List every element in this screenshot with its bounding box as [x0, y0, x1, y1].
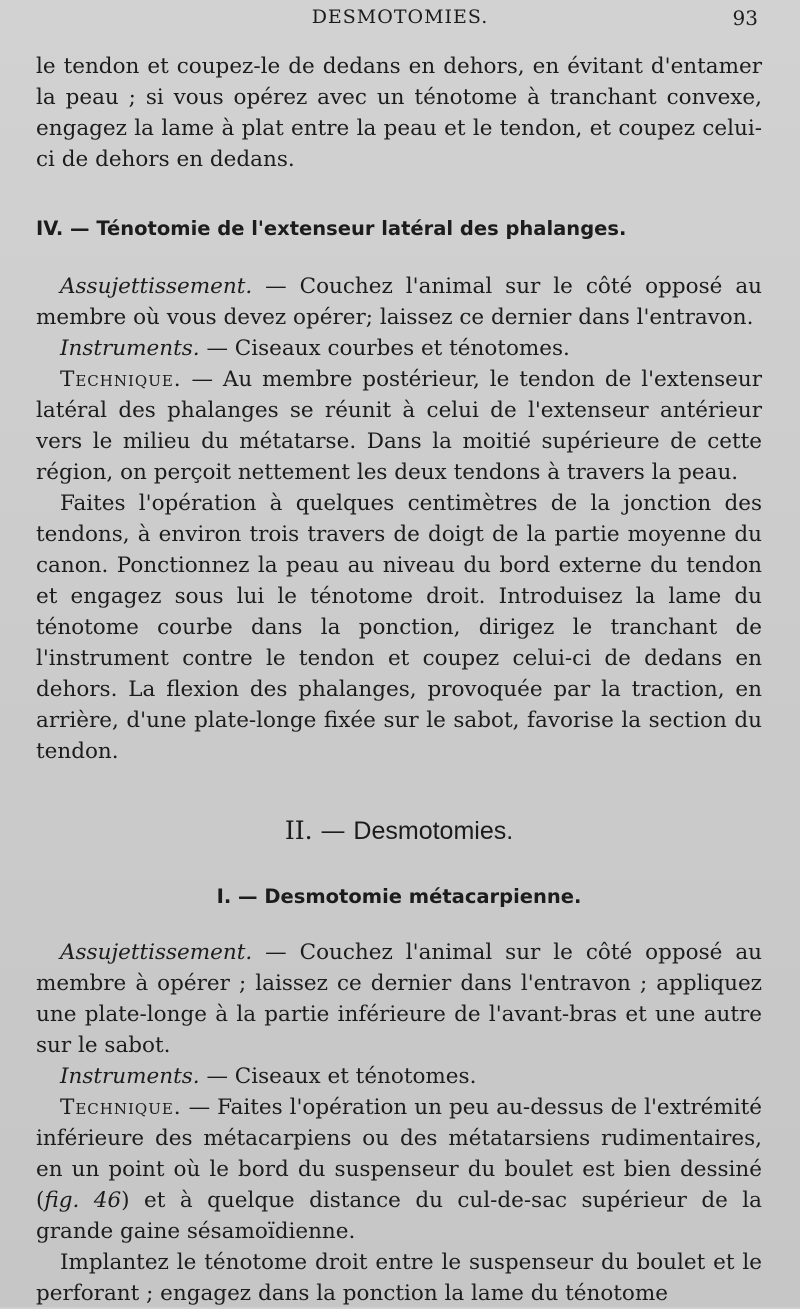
section-i-paragraph-2: Implantez le ténotome droit entre le suspenseur du boulet et le perforant ; engagez dans la ponction la lame du ténotome: [36, 1250, 762, 1306]
section-iv-heading-block: [36, 217, 762, 240]
section-iv-assujettissement: [36, 271, 762, 333]
section-i-heading-block: [36, 885, 762, 908]
section-i-instruments: [36, 1061, 762, 1092]
section-i-body: [36, 937, 762, 1309]
section-i-heading: I. — Desmotomie métacarpienne.: [216, 885, 582, 908]
section-iv-heading: IV. — Ténotomie de l'extenseur latéral des phalanges.: [36, 217, 627, 240]
section-iv-technique: [36, 364, 762, 488]
figure-reference: fig. 46: [44, 1188, 122, 1213]
instruments-text: — Ciseaux et ténotomes.: [199, 1064, 477, 1089]
technique-label: Technique.: [60, 367, 182, 392]
section-iv-paragraph-2: Faites l'opération à quelques centimètres de la jonction des tendons, à environ trois travers de doigt de la partie moyenne du canon. Ponctionnez la peau au niveau du bord externe du tendon et engagez sous lui le ténotome droit. Introduisez la lame du ténotome courbe dans la ponction, dirigez le tranchant de l'instrument contre le tendon et coupez celui-ci de dedans en dehors. La flexion des phalanges, provoquée par la traction, en arrière, d'une plate-longe fixée sur le sabot, favorise la section du tendon.: [36, 491, 762, 764]
technique-text-2: ) et à quelque distance du cul-de-sac supérieur de la grande gaine sésamoïdienne.: [36, 1188, 762, 1244]
technique-text: — Au membre postérieur, le tendon de l'extenseur latéral des phalanges se réunit à celui de l'extenseur antérieur vers le milieu du métatarse. Dans la moitié supérieure de cette région, on perçoit nettement les deux tendons à travers la peau.: [36, 367, 762, 485]
assujettissement-text: — Couchez l'animal sur le côté opposé au membre où vous devez opérer; laissez ce dernier dans l'entravon.: [36, 274, 762, 330]
instruments-label: Instruments.: [60, 336, 200, 361]
section-ii-numeral: II. —: [284, 816, 346, 845]
page-number: 93: [732, 6, 758, 30]
technique-text-1: — Faites l'opération un peu au-dessus de l'extrémité inférieure des métacarpiens ou des métatarsiens rudimentaires, en un point où le bord du suspenseur du boulet est bien dessiné (: [36, 1095, 762, 1213]
section-iv-instruments: [36, 333, 762, 364]
instruments-text: — Ciseaux courbes et ténotomes.: [199, 336, 570, 361]
assujettissement-label: Assujettissement.: [60, 274, 253, 299]
section-iv-body: [36, 271, 762, 767]
assujettissement-label: Assujettissement.: [60, 940, 253, 965]
running-title: DESMOTOMIES.: [311, 6, 489, 28]
technique-label: Technique.: [60, 1095, 182, 1120]
intro-block: [36, 51, 762, 175]
section-ii-heading-block: [36, 816, 762, 846]
assujettissement-text: — Couchez l'animal sur le côté opposé au membre à opérer ; laissez ce dernier dans l'entravon ; appliquez une plate-longe à la partie inférieure de l'avant-bras et une autre sur le sabot.: [36, 940, 762, 1058]
instruments-label: Instruments.: [60, 1064, 200, 1089]
section-ii-heading: [36, 816, 762, 846]
running-head: [0, 6, 800, 34]
section-i-technique: [36, 1092, 762, 1247]
section-i-assujettissement: [36, 937, 762, 1061]
section-ii-title: Desmotomies.: [353, 817, 514, 845]
intro-paragraph: le tendon et coupez-le de dedans en dehors, en évitant d'entamer la peau ; si vous opérez avec un ténotome à tranchant convexe, engagez la lame à plat entre la peau et le tendon, et coupez celui-ci de dehors en dedans.: [36, 54, 762, 172]
